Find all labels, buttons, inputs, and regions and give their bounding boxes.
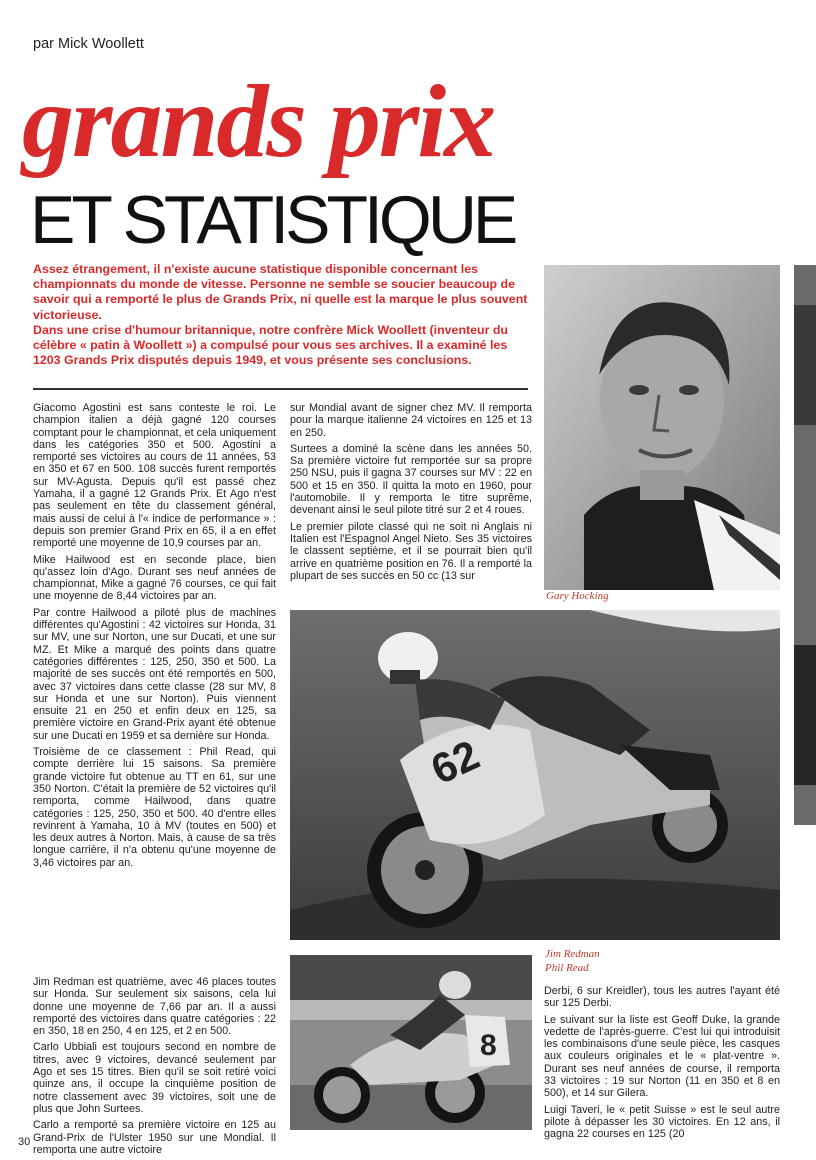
body-paragraph: Jim Redman est quatrième, avec 46 places toutes sur Honda. Sur seulement six saisons, cela lui donne une moyenne de 7,66 par an. Il a aussi remporté des victoires dans quatre catégories : 22 en 350, 18 en 250, 4 en 125, et 2 en 500. [33,976,276,1038]
byline: par Mick Woollett [33,36,144,52]
body-paragraph: Giacomo Agostini est sans conteste le roi. Le champion italien a déjà gagné 120 courses comptant pour le championnat, et cela uniquement dans les catégories 350 et 500. Agostini a remporté ses victoires au cours de 11 années, 53 en 350 et 67 en 500. 108 succès furent remportés sur MV-Agusta. Depuis qu'il est passé chez Yamaha, il a gagné 12 Grands Prix. Et Ago n'est pas seulement en tête du classement général, mais aussi de celui à l'« indice de performance » : depuis son premier Grand Prix en 65, il a en effet remporté une moyenne de 10,9 courses par an. [33,402,276,550]
article-title-caps: ET STATISTIQUE [30,182,515,258]
bike-race-number-small: 8 [480,1029,497,1062]
racing-photo-small-image [290,955,532,1130]
body-paragraph: Par contre Hailwood a piloté plus de machines différentes qu'Agostini : 42 victoires sur Honda, 31 sur MV, une sur Norton, une sur Ducati, et une sur MZ. Et Mike a marqué des points dans quatre catégories différentes : 125, 250, 350 et 500. La majorité de ses succès ont été remportés en 500, avec 37 victoires dans cette classe (28 sur MV, 8 sur Honda et une sur Norton). Puis viennent ensuite 21 en 250 et enfin deux en 125, sa première victoire en Grand-Prix ayant été obtenue sur une Ducati en 1959 et sa dernière sur Honda. [33,606,276,742]
caption-redman: Jim Redman [545,948,600,960]
body-paragraph: Surtees a dominé la scène dans les années 50. Sa première victoire fut remportée sur sa propre 250 NSU, puis il gagna 37 courses sur MV : 22 en 500 et 15 en 350. Il quitta la moto en 1960, pour l'automobile. Il y remporta le titre suprême, devenant ainsi le seul pilote titré sur 2 et 4 roues. [290,442,532,517]
body-column-2 [290,402,532,586]
body-paragraph: Carlo Ubbiali est toujours second en nombre de titres, avec 9 victoires, devancé seulement par Ago et ses 15 titres. Bien qu'il se soit retiré voici quinze ans, il occupe la cinquième position de notre classement avec 39 victoires, soit une de plus que John Surtees. [33,1041,276,1115]
caption-read: Phil Read [545,962,589,974]
divider-rule [33,388,528,390]
caption-hocking: Gary Hocking [546,590,609,602]
body-paragraph: Le premier pilote classé qui ne soit ni Anglais ni Italien est l'Espagnol Angel Nieto. Ses 35 victoires le classent septième, et il se pourrait bien qu'il arrive en quatrième position en 76. Il a remporté la plupart de ses succès en 50 cc (13 sur [290,520,532,582]
lead-paragraph: Assez étrangement, il n'existe aucune statistique disponible concernant les championnats du monde de vitesse. Personne ne semble se soucier beaucoup de savoir qui a remporté le plus de Grands Prix, ni quelle est la marque le plus souvent victorieuse. [33,262,528,322]
body-paragraph: Le suivant sur la liste est Geoff Duke, la grande vedette de l'après-guerre. C'est lui qui introduisit les combinaisons d'une seule pièce, les casques aux couleurs originales et le « plat-ventre ». Durant ses neuf années de course, il remporta 33 victoires : 19 sur Norton (11 en 350 et 8 en 500), et 14 sur Gilera. [544,1013,780,1100]
portrait-photo-image [544,265,780,590]
bike-race-number: 62 [423,730,487,794]
body-column-3 [544,985,780,1145]
page-number: 30 [18,1136,31,1148]
body-paragraph: Luigi Taveri, le « petit Suisse » est le seul autre pilote à dépasser les 30 victoires. En 12 ans, il gagna 22 courses en 125 (20 [544,1103,780,1141]
lead-paragraph: Dans une crise d'humour britannique, notre confrère Mick Woollett (inventeur du célèbre « patin à Woollett ») a compulsé pour vous ses archives. Il a examiné les 1203 Grands Prix disputés depuis 1949, et vous présente ses conclusions. [33,322,508,368]
portrait-photo-hocking [544,265,780,590]
lead-intro [33,262,530,368]
body-paragraph: Troisième de ce classement : Phil Read, qui compte derrière lui 15 saisons. Sa première grande victoire fut obtenue au TT en 61, sur une 350 Norton. C'était la première de 52 victoires qu'il remporta, comme Hailwood, dans quatre catégories : 125, 250, 350 et 500. 40 d'entre elles revinrent à Yamaha, 10 à MV (toutes en 500) et les deux autres à Norton. Mais, à cause de sa très longue carrière, il n'a obtenu qu'une moyenne de 3,46 victoires par an. [33,746,276,869]
body-paragraph: Derbi, 6 sur Kreidler), tous les autres l'ayant été sur 125 Derbi. [544,985,780,1010]
racing-photo-image [290,610,780,940]
body-paragraph: sur Mondial avant de signer chez MV. Il remporta pour la marque italienne 24 victoires en 125 et 13 en 250. [290,402,532,439]
edge-photo-image [794,265,816,825]
article-title-script: grands prix [22,64,495,179]
body-paragraph: Carlo a remporté sa première victoire en 125 au Grand-Prix de l'Ulster 1950 sur une Mondial. Il remporta une autre victoire [33,1119,276,1156]
body-paragraph: Mike Hailwood est en seconde place, bien qu'assez loin d'Ago. Durant ses neuf années de championnat, Mike a gagné 76 courses, ce qui fait une moyenne de 8,44 victoires par an. [33,553,276,603]
racing-photo-small [290,955,532,1130]
racing-photo-main [290,610,780,940]
body-column-1 [33,402,276,873]
body-column-1-bottom [33,976,276,1160]
edge-photo-strip [794,265,816,825]
